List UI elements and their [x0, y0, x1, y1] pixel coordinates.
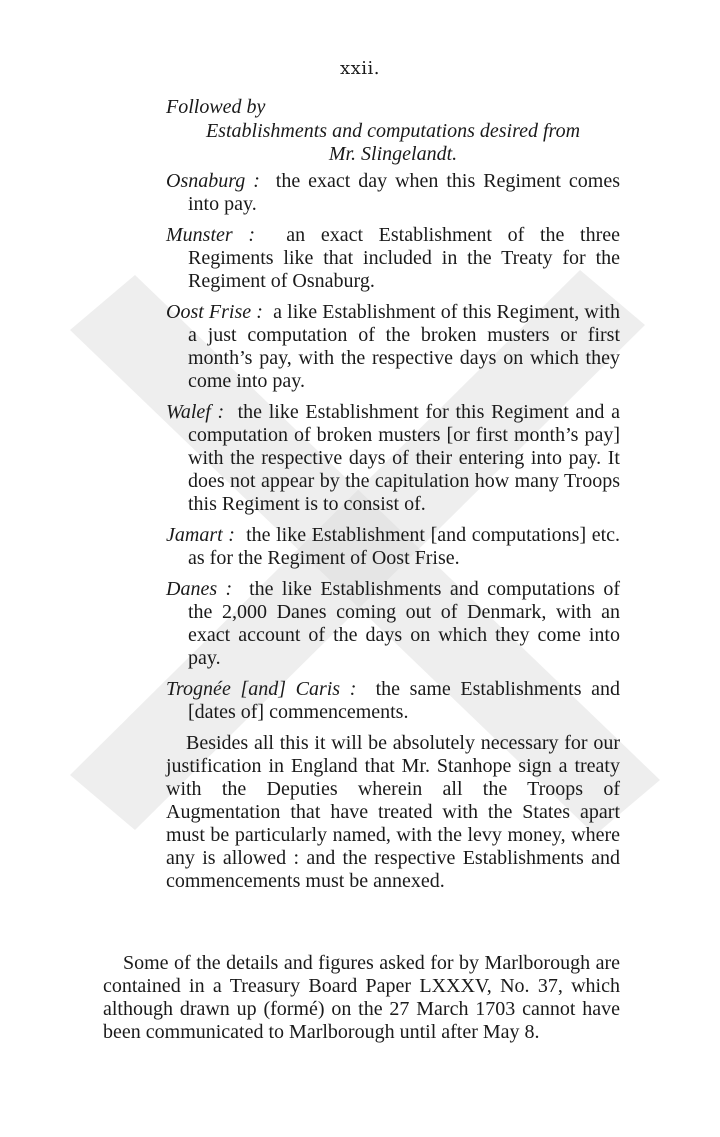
page-number: xxii. [339, 58, 381, 79]
heading-line: Mr. Slingelandt. [328, 143, 458, 165]
entry-jamart [166, 524, 620, 570]
editorial-note: Some of the details and figures asked for by Marlborough are contained in a Treasury Board Paper LXXXV, No. 37, which although drawn up (formé) on the 27 March 1703 cannot have been communicated to Marlborough until after May 8. [103, 952, 620, 1043]
entry-label: Jamart : [166, 524, 235, 546]
besides-paragraph: Besides all this it will be absolutely necessary for our justification in England that Mr. Stanhope sign a treaty with the Deputies wherein all the Troops of Augmentation that have treated with the States apart must be particularly named, with the levy money, where any is allowed : and the respective Establishments and commencements must be annexed. [166, 732, 620, 892]
entry-oost-frise [166, 301, 620, 393]
entry-label: Oost Frise : [166, 301, 263, 323]
entry-danes [166, 578, 620, 670]
entry-text: a like Establishment of this Regiment, with a just computation of the broken musters or first month’s pay, with the respective days on which they come into pay. [188, 301, 620, 392]
entry-text: the same Establishments and [dates of] commencements. [188, 678, 620, 723]
entry-text: the like Establishments and computations of the 2,000 Danes coming out of Denmark, with an exact account of the days on which they come into pay. [188, 578, 621, 669]
entry-label: Walef : [166, 401, 225, 423]
entry-osnaburg [166, 170, 620, 216]
establishment-list [166, 170, 620, 893]
section-heading [166, 120, 620, 166]
entry-walef [166, 401, 620, 516]
entry-text: the like Establishment for this Regiment and a computation of broken musters [or first month’s pay] with the respective days of their entering into pay. It does not appear by the capitulation how many Troops this Regiment is to consist of. [188, 401, 620, 515]
heading-line: Establishments and computations desired from [205, 120, 581, 142]
entry-munster [166, 224, 620, 293]
entry-text: an exact Establishment of the three Regiments like that included in the Treaty for the Regiment of Osnaburg. [188, 224, 621, 292]
entry-text: the exact day when this Regiment comes into pay. [188, 170, 620, 215]
followed-by-line: Followed by [166, 96, 266, 118]
entry-label: Osnaburg : [166, 170, 260, 192]
entry-label: Trognée [and] Caris : [166, 678, 357, 700]
entry-label: Munster : [166, 224, 255, 246]
entry-label: Danes : [166, 578, 233, 600]
entry-text: the like Establishment [and computations] etc. as for the Regiment of Oost Frise. [188, 524, 621, 569]
entry-trognee-caris [166, 678, 620, 724]
